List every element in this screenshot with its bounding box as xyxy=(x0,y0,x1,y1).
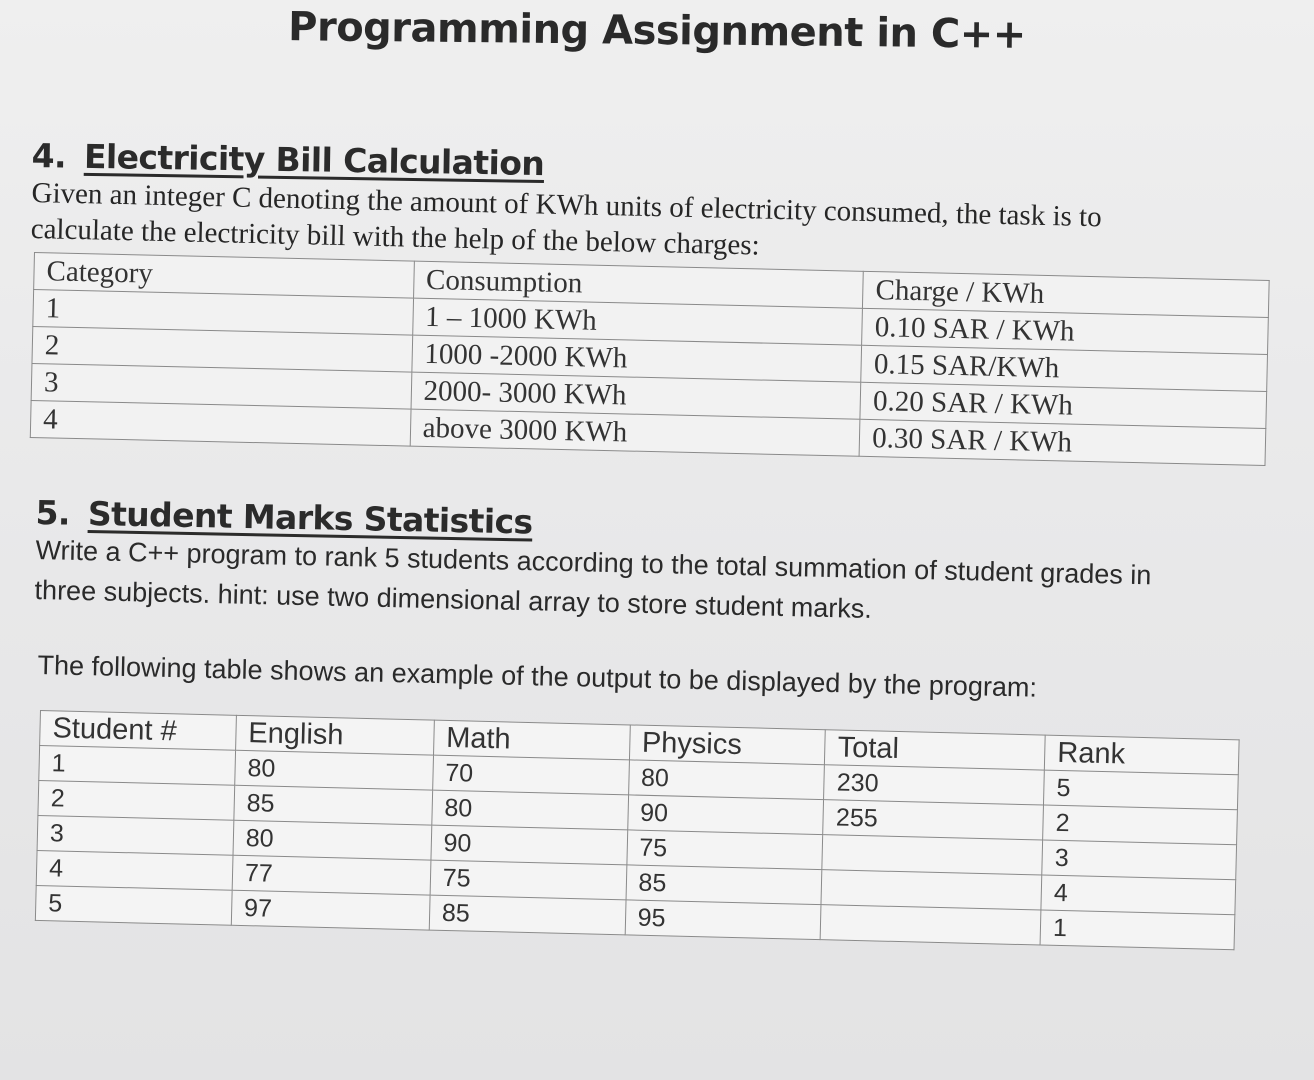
student-marks-table xyxy=(35,710,1240,950)
math-cell: 75 xyxy=(430,860,627,900)
category-cell: 4 xyxy=(30,400,410,446)
consumption-cell: 1 – 1000 KWh xyxy=(412,298,862,345)
section-4-title: Electricity Bill Calculation xyxy=(83,136,545,184)
header-physics: Physics xyxy=(629,725,826,765)
student-cell: 3 xyxy=(37,815,234,855)
section-4-intro: Given an integer C denoting the amount of KWh units of electricity consumed, the task is to calculate the electricity bill with the help of the below charges: xyxy=(30,176,1103,262)
math-cell: 80 xyxy=(432,790,629,830)
header-charge: Charge / KWh xyxy=(863,271,1269,317)
physics-cell: 85 xyxy=(626,865,823,905)
english-cell: 77 xyxy=(232,855,431,895)
category-cell: 2 xyxy=(32,326,412,372)
physics-cell: 75 xyxy=(626,830,823,870)
english-cell: 85 xyxy=(234,785,433,825)
total-cell: 230 xyxy=(824,765,1045,805)
math-cell: 70 xyxy=(432,755,629,795)
charge-cell: 0.30 SAR / KWh xyxy=(859,419,1265,465)
student-cell: 2 xyxy=(38,780,235,820)
section-5-number: 5. xyxy=(35,493,71,533)
electricity-charges-table xyxy=(30,252,1270,466)
rank-cell: 5 xyxy=(1044,770,1239,810)
student-cell: 5 xyxy=(35,885,232,925)
english-cell: 80 xyxy=(235,750,434,790)
section-5-intro: Write a C++ program to rank 5 students according to the total summation of student grades in three subjects. hint: use two dimensional array to store student marks. xyxy=(34,534,1152,624)
section-5-title: Student Marks Statistics xyxy=(87,494,533,542)
english-cell: 80 xyxy=(233,820,432,860)
english-cell: 97 xyxy=(231,890,430,930)
consumption-cell: 1000 -2000 KWh xyxy=(411,335,861,382)
student-cell: 1 xyxy=(39,746,236,786)
header-consumption: Consumption xyxy=(413,261,863,308)
rank-cell: 1 xyxy=(1040,910,1235,950)
consumption-cell: 2000- 3000 KWh xyxy=(411,372,861,419)
header-student: Student # xyxy=(40,711,237,751)
category-cell: 3 xyxy=(31,363,411,409)
math-cell: 85 xyxy=(429,895,626,935)
student-cell: 4 xyxy=(36,850,233,890)
charge-cell: 0.15 SAR/KWh xyxy=(861,345,1267,391)
rank-cell: 4 xyxy=(1041,875,1236,915)
section-5-table-intro: The following table shows an example of the output to be displayed by the program: xyxy=(37,649,1038,703)
total-cell xyxy=(822,835,1043,875)
total-cell: 255 xyxy=(823,800,1044,840)
total-cell xyxy=(821,870,1042,910)
document-title: Programming Assignment in C++ xyxy=(287,4,1027,58)
rank-cell: 3 xyxy=(1042,840,1237,880)
consumption-cell: above 3000 KWh xyxy=(410,409,860,456)
header-category: Category xyxy=(34,253,414,299)
header-english: English xyxy=(235,715,434,755)
physics-cell: 90 xyxy=(627,795,824,835)
section-4-number: 4. xyxy=(31,136,67,176)
math-cell: 90 xyxy=(431,825,628,865)
header-math: Math xyxy=(433,720,630,760)
category-cell: 1 xyxy=(33,290,413,336)
charge-cell: 0.10 SAR / KWh xyxy=(862,308,1268,354)
total-cell xyxy=(821,905,1042,945)
header-total: Total xyxy=(825,730,1046,770)
rank-cell: 2 xyxy=(1043,805,1238,845)
physics-cell: 80 xyxy=(628,760,825,800)
physics-cell: 95 xyxy=(625,900,822,940)
header-rank: Rank xyxy=(1044,735,1239,775)
charge-cell: 0.20 SAR / KWh xyxy=(860,382,1266,428)
